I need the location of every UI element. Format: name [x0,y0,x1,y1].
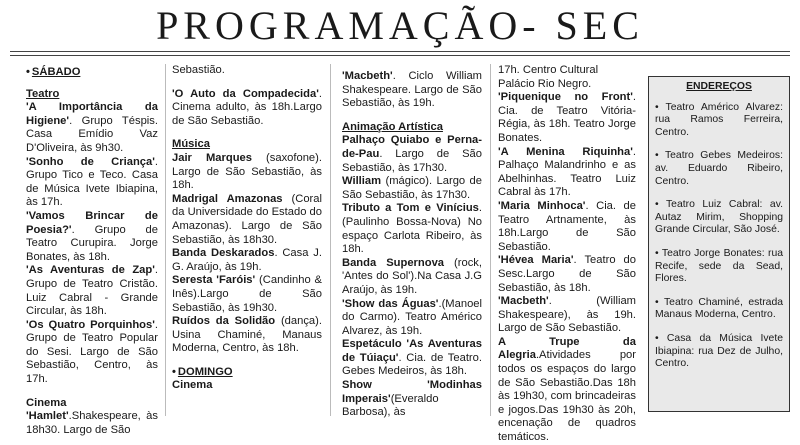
event-details: . Cia. de Teatro. Gebes Medeiros, às 18h. [342,351,482,378]
event-entry [498,254,636,295]
event-details: . Ciclo William Shakespeare. Largo de São Sebastião, às 19h. [342,70,482,110]
event-details: . Cinema adulto, às 18h.Largo de São Sebastião. [172,87,322,127]
event-details: . Grupo de Teatro Cristão. Luiz Cabral - Grande Circular, às 18h. [26,264,158,318]
event-details: . Casa J. G. Araújo, às 19h. [172,247,322,273]
event-entry [172,152,322,193]
event-entry [172,88,322,129]
day-heading-saturday: • SÁBADO [26,66,158,80]
address-entry: • Teatro Gebes Medeiros: av. Eduardo Ribeiro, Centro. [655,150,783,188]
event-details: . Grupo de Teatro Curupira. Jorge Bonates, às 18h. [26,223,158,263]
title-rule-bottom [10,55,790,56]
event-details: (Coral da Universidade do Estado do Amazonas). Largo de São Sebastião, às 18h30. [172,192,322,246]
event-name: 'O Auto da Compadecida' [172,87,319,100]
event-entry [26,156,158,210]
address-entry: • Teatro Luiz Cabral: av. Autaz Mirim, Shopping Grande Circular, São José. [655,199,783,237]
event-entry [342,70,482,111]
event-name: A Trupe da Alegria [498,335,636,362]
section-heading-animacao: Animação Artística [342,120,443,133]
address-entry: • Teatro Américo Alvarez: rua Ramos Ferreira, Centro. [655,102,783,140]
event-name: 'Piquenique no Front' [498,91,633,104]
title-rule-top [10,51,790,52]
event-entry [342,338,482,379]
address-entry: • Casa da Música Ivete Ibiapina: rua Dez de Julho, Centro. [655,333,783,371]
column-music [172,64,322,393]
event-name: 'Hamlet' [26,410,69,423]
event-entry [26,319,158,387]
continued-text: 17h. Centro Cultural Palácio Rio Negro. [498,64,599,90]
column-divider [165,64,166,416]
event-name: Show 'Modinhas Imperais' [342,379,482,405]
event-name: 'A Importância da Higiene' [26,101,158,127]
event-name: William [342,175,382,188]
page-title: PROGRAMAÇÃO- SEC [156,3,644,48]
event-name: Espetáculo 'As Aventuras de Túiaçu' [342,338,482,364]
event-name: 'Macbeth' [498,295,549,308]
event-entry [172,274,322,315]
continued-text: Sebastião. [172,64,225,76]
section-heading-cinema: Cinema [172,379,213,392]
event-details: (Candinho & Inês).Largo de São Sebastião, às 19h30. [172,274,322,314]
event-name: 'A Menina Riquinha' [498,145,633,158]
event-name: Tributo a Tom e Vinícius [342,202,479,215]
event-entry [26,210,158,264]
event-details: . (William Shakespeare), às 19h. Largo de São Sebastião. [498,295,636,335]
event-entry [26,410,158,437]
event-name: Banda Supernova [342,256,445,269]
event-details: . Grupo de Teatro Popular do Sesi. Largo de São Sebastião, Centro, às 17h. [26,318,158,386]
event-entry [26,264,158,318]
event-name: 'Sonho de Criança' [26,155,155,168]
event-details: .(Paulinho Bossa-Nova) No espaço Carlota Ribeiro, às 18h. [342,202,482,256]
event-name: 'Os Quatro Porquinhos' [26,318,155,331]
event-details: . Cia. de Teatro Vitória-Régia, às 18h. Teatro Jorge Bonates. [498,91,636,144]
event-details: .Shakespeare, às 18h30. Largo de São [26,410,158,436]
column-animation [342,64,482,420]
event-details: (saxofone). Largo de São Sebastião, às 18h. [172,151,322,192]
addresses-box [648,76,790,412]
event-details: . Grupo Téspis. Casa Emídio Vaz D'Oliveira, às 9h30. [26,114,158,154]
addresses-title: ENDEREÇOS [686,81,752,92]
event-entry [342,379,482,420]
event-details: . Grupo Tico e Teco. Casa de Música Ivete Ibiapina, às 17h. [26,155,158,209]
event-details: .(Manoel do Carmo). Teatro Américo Alvarez, às 19h. [342,297,482,337]
column-divider [330,64,331,416]
event-details: . Cia. de Teatro Artnamente, às 18h.Largo de São Sebastião. [498,199,636,253]
event-entry [342,202,482,256]
section-heading-teatro: Teatro [26,87,60,100]
event-details: . Teatro do Sesc.Largo de São Sebastião, às 18h. [498,254,636,294]
event-entry [172,193,322,247]
event-entry [342,175,482,202]
column-divider [490,64,491,416]
event-entry [498,91,636,145]
address-entry: • Teatro Chaminé, estrada Manaus Moderna, Centro. [655,297,783,322]
event-details: . Largo de São Sebastião, às 17h30. [342,147,482,174]
event-details: .Atividades por todos os espaços do largo de São Sebastião.Das 18h às 19h30, com brincadeiras e jogos.Das 19h30 às 20h, encenação de quadros temáticos. [498,349,636,444]
event-details: (Everaldo Barbosa), às [342,392,439,419]
event-name: 'As Aventuras de Zap' [26,264,155,277]
event-name: 'Hévea Maria' [498,254,574,267]
event-entry [498,336,636,445]
event-entry [172,315,322,356]
address-entry: • Teatro Jorge Bonates: rua Recife, sede da Sead, Flores. [655,248,783,286]
event-details: (mágico). Largo de São Sebastião, às 17h30. [342,175,482,201]
column-sunday-events [498,64,636,445]
event-name: 'Vamos Brincar de Poesia?' [26,209,158,236]
event-entry [342,298,482,339]
event-entry [172,247,322,274]
column-saturday-theatre [26,64,158,437]
col1-events [26,101,158,386]
section-heading-musica: Música [172,138,210,151]
section-heading-cinema: Cinema [26,396,67,409]
event-details: (rock, 'Antes do Sol').Na Casa J.G Araújo, às 19h. [342,256,482,296]
event-name: Madrigal Amazonas [172,192,283,205]
event-entry [498,200,636,254]
event-name: 'Maria Minhoca' [498,199,586,212]
event-entry [26,101,158,155]
day-heading-sunday: • DOMINGO [172,366,322,380]
event-entry [342,257,482,298]
event-name: 'Show das Águas' [342,297,439,310]
event-name: Ruídos da Solidão [172,315,276,328]
event-name: Jair Marques [172,151,252,164]
event-entry [498,295,636,336]
event-name: Palhaço Quiabo e Perna-de-Pau [342,134,482,160]
event-entry [342,134,482,175]
event-details: . Palhaço Malandrinho e as Abelhinhas. Teatro Luiz Cabral às 17h. [498,145,636,199]
event-name: Banda Deskarados [172,247,275,260]
event-entry [498,146,636,200]
event-details: (dança). Usina Chaminé, Manaus Moderna, Centro, às 18h. [172,315,322,355]
event-name: Seresta 'Faróis' [172,274,256,287]
event-name: 'Macbeth' [342,70,393,82]
